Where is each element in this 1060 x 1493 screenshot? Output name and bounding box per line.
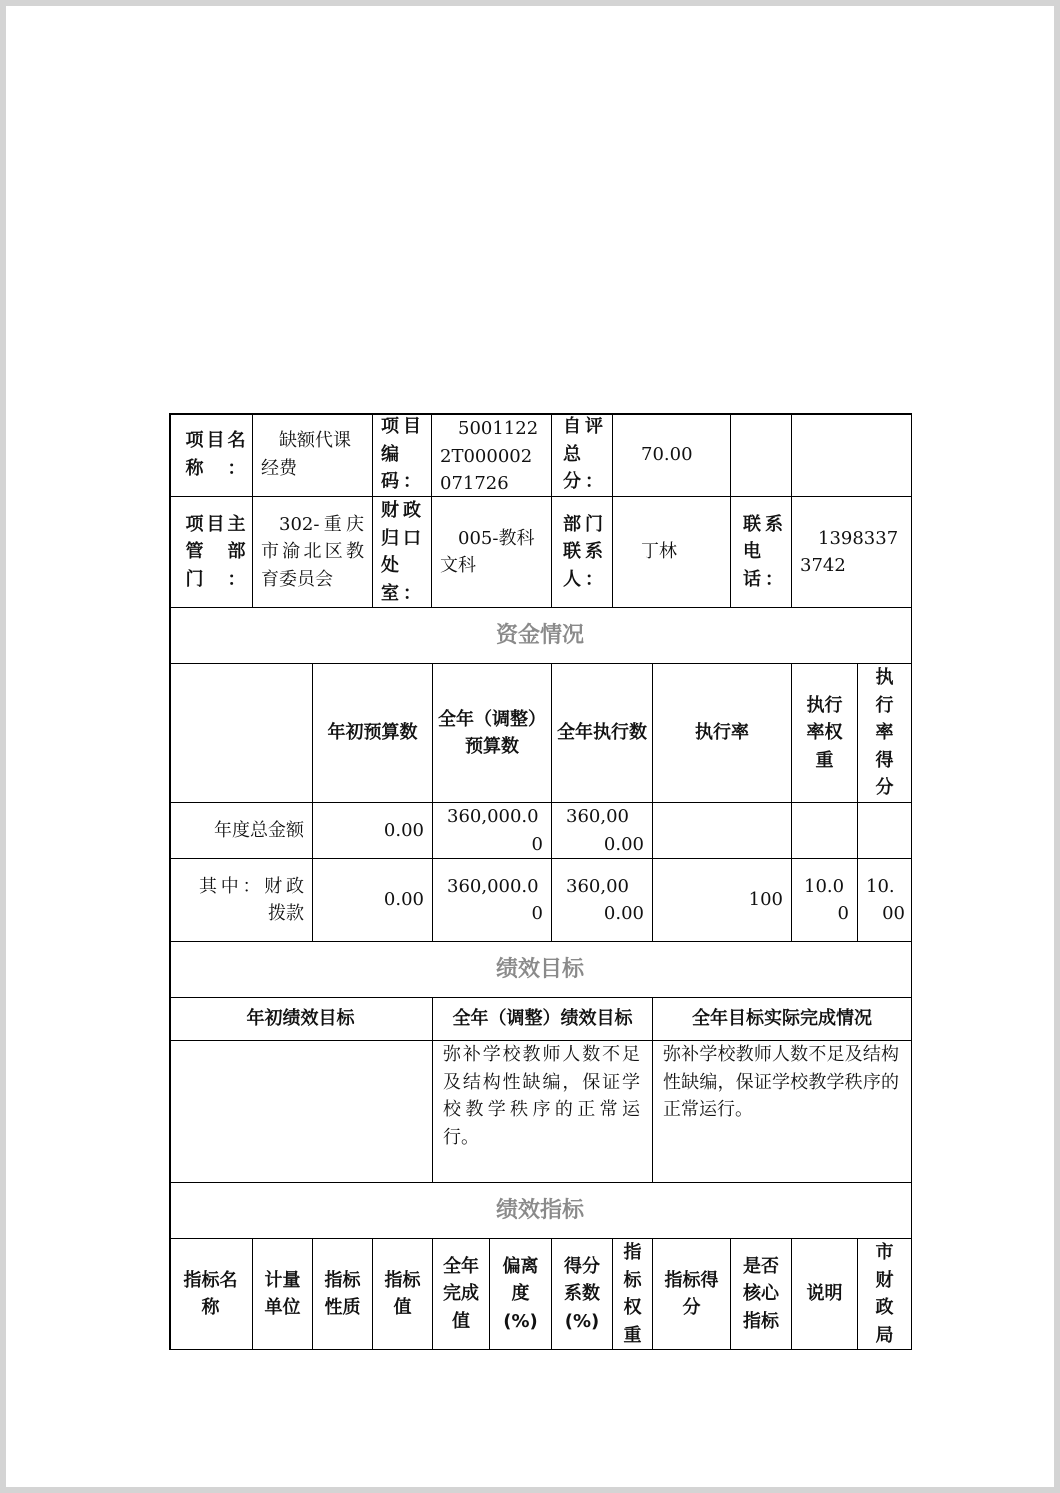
header-actual-value: 全年完成值 [433, 1239, 490, 1350]
header-unit: 计量单位 [253, 1239, 313, 1350]
header-indicator-value: 指标值 [373, 1239, 433, 1350]
header-initial-goal: 年初绩效目标 [169, 998, 433, 1041]
funding-row-executed: 360,000.00 [552, 803, 653, 859]
finance-office-value: 005-教科文科 [432, 497, 552, 608]
supervising-dept-value: 302-重庆市渝北区教育委员会 [253, 497, 373, 608]
funding-row-weight: 10.00 [792, 859, 858, 942]
project-code-label: 项目编码： [373, 413, 432, 497]
funding-row-initial: 0.00 [313, 859, 433, 942]
header-initial-budget: 年初预算数 [313, 664, 433, 803]
header-indicator-score: 指标得分 [653, 1239, 731, 1350]
finance-office-label: 财政归口处室： [373, 497, 432, 608]
funding-row-label: 年度总金额 [169, 803, 313, 859]
header-adjusted-budget: 全年（调整）预算数 [433, 664, 552, 803]
adjusted-goal-text: 弥补学校教师人数不足及结构性缺编，保证学校教学秩序的正常运行。 [433, 1041, 653, 1183]
funding-row-score [858, 803, 912, 859]
empty-cell [731, 413, 792, 497]
funding-row-score: 10.00 [858, 859, 912, 942]
header-executed: 全年执行数 [552, 664, 653, 803]
header-score-coefficient: 得分系数(%) [552, 1239, 613, 1350]
header-rate-score: 执行率得分 [858, 664, 912, 803]
funding-row-executed: 360,000.00 [552, 859, 653, 942]
funding-row-adjusted: 360,000.00 [433, 803, 552, 859]
project-code-value: 50011222T000002071726 [432, 413, 552, 497]
header-execution-rate: 执行率 [653, 664, 792, 803]
empty-cell [169, 664, 313, 803]
header-core-indicator: 是否核心指标 [731, 1239, 792, 1350]
self-eval-score-label: 自评总分： [552, 413, 613, 497]
project-name-value: 缺额代课经费 [253, 413, 373, 497]
funding-row-rate [653, 803, 792, 859]
header-deviation: 偏离度(%) [490, 1239, 552, 1350]
funding-row-weight [792, 803, 858, 859]
header-municipal-finance: 市财政局 [858, 1239, 912, 1350]
header-indicator-name: 指标名称 [169, 1239, 253, 1350]
document-page [6, 6, 1054, 1487]
performance-evaluation-table [169, 413, 912, 1350]
actual-completion-text: 弥补学校教师人数不足及结构性缺编，保证学校教学秩序的正常运行。 [653, 1041, 912, 1183]
empty-cell [792, 413, 912, 497]
funding-row-rate: 100 [653, 859, 792, 942]
contact-phone-value: 13983373742 [792, 497, 912, 608]
goals-section-title: 绩效目标 [169, 942, 912, 998]
dept-contact-value: 丁林 [613, 497, 731, 608]
contact-phone-label: 联系电话： [731, 497, 792, 608]
project-name-label: 项目名称： [169, 413, 253, 497]
self-eval-score-value: 70.00 [613, 413, 731, 497]
funding-row-adjusted: 360,000.00 [433, 859, 552, 942]
funding-section-title: 资金情况 [169, 608, 912, 664]
dept-contact-label: 部门联系人： [552, 497, 613, 608]
header-adjusted-goal: 全年（调整）绩效目标 [433, 998, 653, 1041]
initial-goal-text [169, 1041, 433, 1183]
header-indicator-weight: 指标权重 [613, 1239, 653, 1350]
indicators-section-title: 绩效指标 [169, 1183, 912, 1239]
funding-row-label: 其中：财政拨款 [169, 859, 313, 942]
header-rate-weight: 执行率权重 [792, 664, 858, 803]
funding-row-initial: 0.00 [313, 803, 433, 859]
header-indicator-nature: 指标性质 [313, 1239, 373, 1350]
supervising-dept-label: 项目主管部门： [169, 497, 253, 608]
header-actual-completion: 全年目标实际完成情况 [653, 998, 912, 1041]
header-description: 说明 [792, 1239, 858, 1350]
